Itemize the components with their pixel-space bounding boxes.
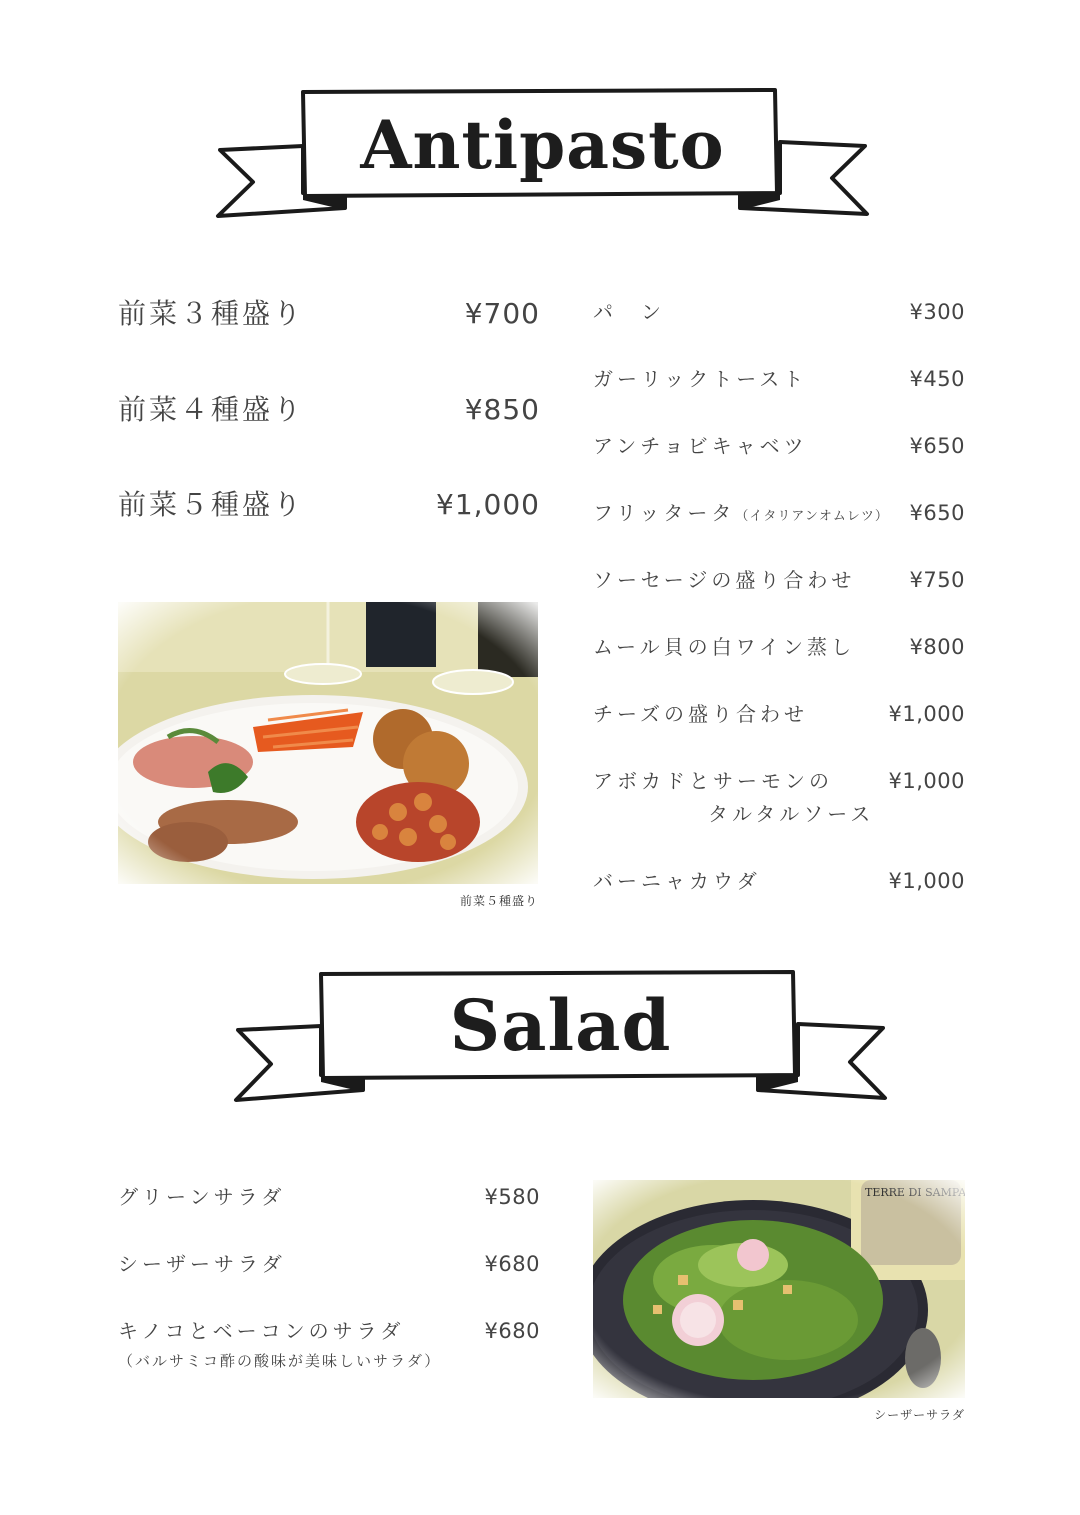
menu-item (593, 363, 965, 392)
item-name: アンチョビキャベツ (593, 434, 808, 458)
item-name: グリーンサラダ (118, 1185, 286, 1209)
item-price: ¥300 (909, 300, 965, 324)
item-price: ¥580 (484, 1185, 540, 1209)
item-price: ¥650 (909, 501, 965, 525)
item-name: アボカドとサーモンの (593, 769, 833, 793)
item-price: ¥800 (909, 635, 965, 659)
menu-item (593, 698, 965, 727)
item-price: ¥680 (484, 1319, 540, 1343)
item-name: フリッタータ (593, 501, 736, 525)
item-price: ¥1,000 (436, 488, 540, 521)
item-price: ¥450 (909, 367, 965, 391)
item-name: ムール貝の白ワイン蒸し (593, 635, 855, 659)
item-name-group (593, 497, 889, 526)
item-name: 前菜３種盛り (118, 297, 305, 330)
item-name: ソーセージの盛り合わせ (593, 568, 856, 592)
item-price: ¥1,000 (888, 769, 965, 793)
item-name: パ ン (593, 300, 665, 324)
item-price: ¥850 (464, 393, 540, 426)
menu-item (118, 1315, 540, 1344)
antipasto-banner (215, 88, 870, 223)
menu-item (593, 497, 965, 526)
menu-item (118, 483, 540, 523)
item-name: ガーリックトースト (593, 367, 808, 391)
item-price: ¥680 (484, 1252, 540, 1276)
antipasto-photo (118, 602, 538, 884)
item-name: シーザーサラダ (118, 1252, 286, 1276)
item-price: ¥1,000 (888, 702, 965, 726)
menu-item (118, 388, 540, 428)
item-price: ¥650 (909, 434, 965, 458)
item-price: ¥700 (464, 297, 540, 330)
menu-item (593, 564, 965, 593)
photo-caption: 前菜５種盛り (459, 894, 538, 908)
menu-item (118, 292, 540, 332)
section-title-antipasto: Antipasto (360, 106, 725, 184)
salad-photo (593, 1180, 965, 1398)
item-note: （バルサミコ酢の酸味が美味しいサラダ） (118, 1352, 442, 1370)
menu-item (593, 430, 965, 459)
item-note: （イタリアンオムレツ） (735, 509, 889, 524)
item-name: チーズの盛り合わせ (593, 702, 808, 726)
menu-item (593, 765, 965, 794)
item-name: キノコとベーコンのサラダ (118, 1319, 405, 1343)
item-name-line2: タルタルソース (708, 802, 875, 826)
menu-item (593, 296, 965, 325)
menu-item (118, 1181, 540, 1210)
menu-item (593, 631, 965, 660)
item-name: 前菜４種盛り (118, 393, 305, 426)
item-price: ¥1,000 (888, 869, 965, 893)
salad-banner (233, 970, 888, 1107)
menu-item (118, 1248, 540, 1277)
item-price: ¥750 (909, 568, 965, 592)
item-name: バーニャカウダ (593, 869, 761, 893)
photo-caption: シーザーサラダ (874, 1408, 965, 1422)
item-name: 前菜５種盛り (118, 488, 305, 521)
section-title-salad: Salad (449, 984, 672, 1067)
menu-item (593, 865, 965, 894)
